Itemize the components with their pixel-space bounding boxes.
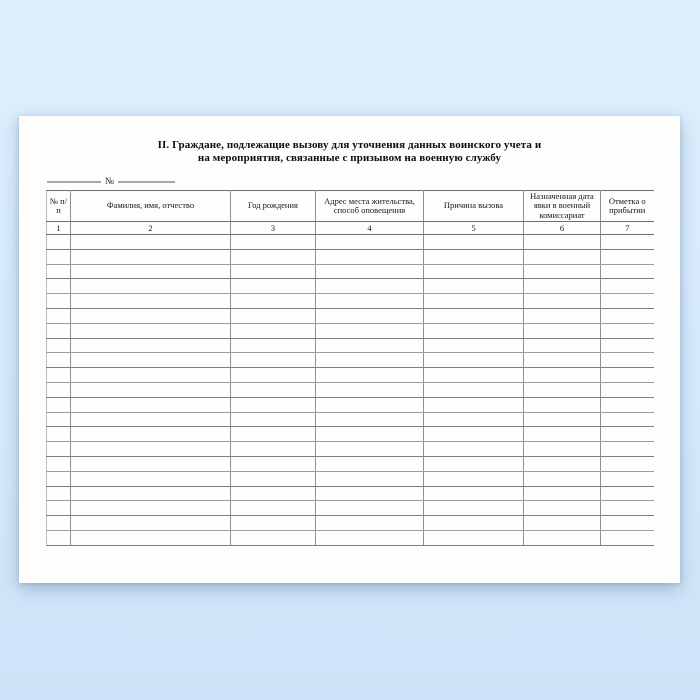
empty-cell	[71, 279, 231, 294]
document-page	[19, 116, 680, 583]
empty-cell	[316, 382, 424, 397]
empty-cell	[71, 353, 231, 368]
empty-cell	[231, 397, 316, 412]
empty-table-row	[47, 235, 654, 250]
empty-cell	[47, 530, 71, 545]
empty-cell	[231, 279, 316, 294]
empty-cell	[424, 397, 524, 412]
empty-cell	[524, 456, 601, 471]
empty-table-row	[47, 382, 654, 397]
column-number: 4	[316, 222, 424, 235]
column-header-name: Фамилия, имя, отчество	[71, 191, 231, 222]
empty-cell	[71, 486, 231, 501]
empty-cell	[424, 501, 524, 516]
empty-cell	[47, 249, 71, 264]
empty-cell	[47, 338, 71, 353]
empty-cell	[424, 368, 524, 383]
empty-cell	[424, 235, 524, 250]
empty-cell	[231, 412, 316, 427]
blank-underline	[118, 181, 175, 183]
empty-cell	[316, 442, 424, 457]
empty-cell	[424, 516, 524, 531]
empty-cell	[316, 294, 424, 309]
empty-cell	[47, 397, 71, 412]
document-number-line	[47, 177, 175, 189]
empty-cell	[316, 353, 424, 368]
empty-table-row	[47, 530, 654, 545]
empty-table-row	[47, 397, 654, 412]
empty-cell	[316, 471, 424, 486]
empty-cell	[47, 486, 71, 501]
empty-table-row	[47, 442, 654, 457]
empty-cell	[424, 382, 524, 397]
column-header-appearance-date: Назначенная дата явки в военный комиссариат	[524, 191, 601, 222]
empty-cell	[47, 516, 71, 531]
empty-cell	[524, 323, 601, 338]
empty-cell	[71, 294, 231, 309]
empty-cell	[231, 338, 316, 353]
empty-cell	[71, 516, 231, 531]
empty-cell	[601, 353, 654, 368]
empty-cell	[316, 264, 424, 279]
empty-cell	[71, 368, 231, 383]
empty-cell	[316, 235, 424, 250]
empty-cell	[71, 235, 231, 250]
empty-cell	[47, 353, 71, 368]
empty-cell	[601, 279, 654, 294]
empty-table-row	[47, 249, 654, 264]
empty-cell	[231, 501, 316, 516]
empty-cell	[524, 382, 601, 397]
empty-cell	[424, 323, 524, 338]
empty-cell	[601, 471, 654, 486]
column-number: 1	[47, 222, 71, 235]
column-header-index: № п/п	[47, 191, 71, 222]
empty-cell	[524, 397, 601, 412]
empty-cell	[47, 294, 71, 309]
empty-cell	[231, 323, 316, 338]
empty-cell	[601, 264, 654, 279]
empty-cell	[601, 427, 654, 442]
empty-cell	[47, 235, 71, 250]
empty-table-row	[47, 338, 654, 353]
empty-cell	[524, 516, 601, 531]
empty-cell	[524, 264, 601, 279]
empty-cell	[601, 382, 654, 397]
empty-table-row	[47, 323, 654, 338]
empty-cell	[316, 427, 424, 442]
empty-cell	[424, 353, 524, 368]
empty-cell	[231, 427, 316, 442]
empty-cell	[524, 368, 601, 383]
empty-cell	[524, 471, 601, 486]
empty-cell	[71, 471, 231, 486]
empty-cell	[47, 382, 71, 397]
empty-table-row	[47, 486, 654, 501]
empty-cell	[71, 427, 231, 442]
empty-cell	[524, 235, 601, 250]
empty-cell	[71, 397, 231, 412]
empty-cell	[524, 338, 601, 353]
empty-cell	[601, 338, 654, 353]
empty-table-row	[47, 456, 654, 471]
empty-cell	[524, 427, 601, 442]
empty-cell	[71, 323, 231, 338]
empty-cell	[231, 294, 316, 309]
empty-cell	[47, 501, 71, 516]
empty-cell	[424, 264, 524, 279]
empty-cell	[71, 264, 231, 279]
empty-cell	[47, 427, 71, 442]
empty-cell	[601, 397, 654, 412]
number-sign-label: №	[105, 177, 115, 187]
empty-cell	[424, 530, 524, 545]
table-header-row	[47, 191, 654, 222]
empty-cell	[231, 249, 316, 264]
roster-table	[46, 190, 654, 546]
empty-cell	[524, 279, 601, 294]
empty-cell	[424, 308, 524, 323]
empty-cell	[47, 442, 71, 457]
column-number: 7	[601, 222, 654, 235]
empty-table-row	[47, 412, 654, 427]
empty-cell	[47, 471, 71, 486]
empty-cell	[47, 412, 71, 427]
empty-cell	[231, 456, 316, 471]
empty-cell	[524, 442, 601, 457]
empty-table-row	[47, 501, 654, 516]
blank-underline	[47, 181, 101, 183]
empty-table-row	[47, 353, 654, 368]
empty-cell	[524, 308, 601, 323]
empty-cell	[601, 323, 654, 338]
empty-cell	[601, 294, 654, 309]
empty-cell	[231, 530, 316, 545]
empty-cell	[316, 279, 424, 294]
empty-cell	[601, 308, 654, 323]
empty-cell	[424, 471, 524, 486]
empty-cell	[601, 530, 654, 545]
empty-cell	[524, 249, 601, 264]
column-header-arrival-mark: Отметка о прибытии	[601, 191, 654, 222]
empty-cell	[71, 530, 231, 545]
empty-cell	[231, 471, 316, 486]
empty-cell	[47, 456, 71, 471]
empty-cell	[424, 486, 524, 501]
empty-table-row	[47, 516, 654, 531]
empty-cell	[524, 412, 601, 427]
empty-cell	[231, 368, 316, 383]
empty-cell	[71, 338, 231, 353]
empty-cell	[424, 442, 524, 457]
empty-table-row	[47, 308, 654, 323]
empty-cell	[71, 412, 231, 427]
empty-cell	[316, 249, 424, 264]
empty-cell	[601, 412, 654, 427]
empty-cell	[601, 249, 654, 264]
empty-cell	[47, 368, 71, 383]
empty-cell	[47, 279, 71, 294]
empty-cell	[601, 368, 654, 383]
empty-cell	[71, 249, 231, 264]
empty-cell	[601, 235, 654, 250]
empty-cell	[424, 427, 524, 442]
empty-cell	[601, 501, 654, 516]
empty-cell	[524, 294, 601, 309]
column-number: 2	[71, 222, 231, 235]
empty-cell	[601, 486, 654, 501]
title-line-2: на мероприятия, связанные с призывом на военную службу	[197, 151, 502, 164]
empty-cell	[424, 294, 524, 309]
empty-cell	[524, 501, 601, 516]
title-line-1: II. Граждане, подлежащие вызову для уточнения данных воинского учета и	[157, 139, 542, 151]
empty-cell	[524, 486, 601, 501]
document-title	[19, 139, 680, 164]
empty-cell	[316, 516, 424, 531]
empty-cell	[47, 308, 71, 323]
empty-cell	[316, 530, 424, 545]
empty-cell	[316, 412, 424, 427]
empty-cell	[316, 486, 424, 501]
column-header-reason: Причина вызова	[424, 191, 524, 222]
empty-cell	[524, 353, 601, 368]
empty-table-row	[47, 368, 654, 383]
empty-cell	[231, 442, 316, 457]
empty-cell	[231, 486, 316, 501]
column-header-address: Адрес места жительства, способ оповещения	[316, 191, 424, 222]
empty-cell	[316, 397, 424, 412]
empty-table-row	[47, 294, 654, 309]
empty-cell	[601, 456, 654, 471]
empty-cell	[524, 530, 601, 545]
empty-cell	[316, 501, 424, 516]
empty-cell	[316, 323, 424, 338]
empty-table-row	[47, 471, 654, 486]
empty-cell	[47, 323, 71, 338]
empty-cell	[71, 501, 231, 516]
empty-cell	[47, 264, 71, 279]
column-header-birth-year: Год рождения	[231, 191, 316, 222]
empty-cell	[316, 338, 424, 353]
empty-table-row	[47, 264, 654, 279]
empty-cell	[71, 456, 231, 471]
empty-cell	[71, 308, 231, 323]
empty-cell	[231, 264, 316, 279]
empty-cell	[424, 338, 524, 353]
column-number: 3	[231, 222, 316, 235]
empty-table-row	[47, 279, 654, 294]
empty-cell	[231, 382, 316, 397]
empty-cell	[71, 442, 231, 457]
empty-cell	[316, 368, 424, 383]
empty-cell	[601, 442, 654, 457]
empty-cell	[231, 308, 316, 323]
empty-cell	[424, 412, 524, 427]
empty-cell	[424, 249, 524, 264]
empty-cell	[231, 353, 316, 368]
empty-cell	[231, 235, 316, 250]
empty-cell	[424, 456, 524, 471]
empty-cell	[424, 279, 524, 294]
empty-cell	[316, 456, 424, 471]
empty-cell	[316, 308, 424, 323]
column-number: 6	[524, 222, 601, 235]
empty-cell	[601, 516, 654, 531]
empty-cell	[231, 516, 316, 531]
empty-table-row	[47, 427, 654, 442]
column-number-row	[47, 222, 654, 235]
column-number: 5	[424, 222, 524, 235]
empty-cell	[71, 382, 231, 397]
